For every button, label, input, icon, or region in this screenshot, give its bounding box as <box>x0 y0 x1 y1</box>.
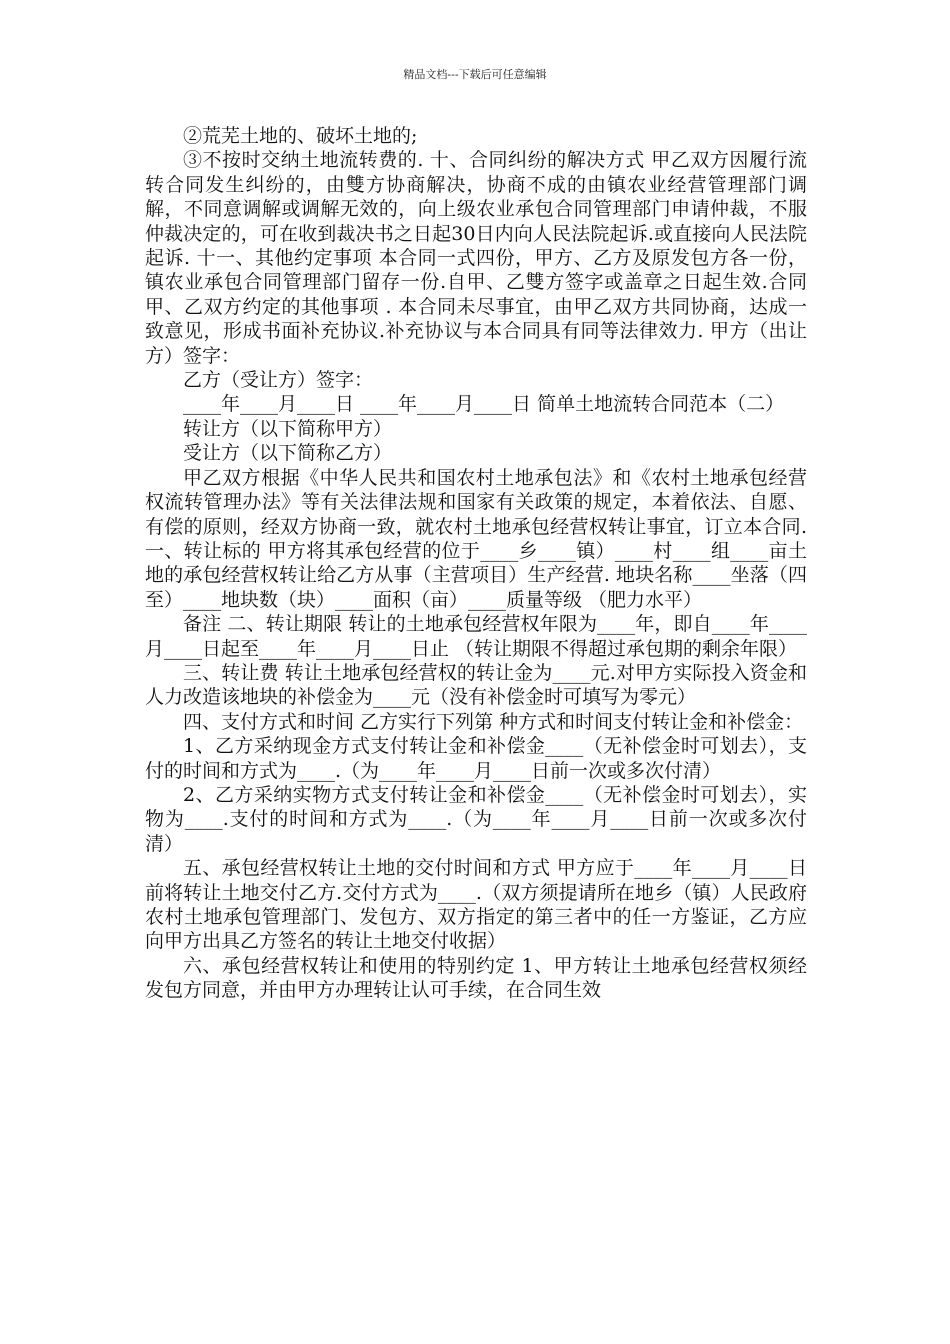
paragraph: 五、承包经营权转让土地的交付时间和方式 甲方应于____年____月____日前将转让土地交付乙方.交付方式为____.（双方须提请所在地乡（镇）人民政府农村土地承包管理部门、发包方、双方指定的第三者中的任一方鉴证，乙方应向甲方出具乙方签名的转让土地交付收据） <box>145 857 807 953</box>
paragraph: 六、承包经营权转让和使用的特别约定 1、甲方转让土地承包经营权须经发包方同意，并由甲方办理转让认可手续，在合同生效 <box>145 954 807 1002</box>
paragraph: 四、支付方式和时间 乙方实行下列第 种方式和时间支付转让金和补偿金： <box>183 710 804 733</box>
paragraph: 三、转让费 转让土地承包经营权的转让金为____元.对甲方实际投入资金和人力改造该地块的补偿金为____元（没有补偿金时可填写为零元） <box>145 661 807 709</box>
paragraph: ②荒芜土地的、破坏土地的; <box>183 125 418 147</box>
paragraph: ③不按时交纳土地流转费的. 十、合同纠纷的解决方式 甲乙双方因履行流转合同发生纠纷的，由雙方协商解决，协商不成的由镇农业经营管理部门调解，不同意调解或调解无效的，向上级农业承包合同管理部门申请仲裁，不服仲裁决定的，可在收到裁决书之日起30日内向人民法院起诉.或直接向人民法院起诉. 十一、其他约定事项 本合同一式四份，甲方、乙方及原发包方各一份，镇农业承包合同管理部门留存一份.自甲、乙雙方签字或盖章之日起生效.合同甲、乙双方约定的其他事项 . 本合同未尽事宜，由甲乙双方共同协商，达成一致意见，形成书面补充协议.补充协议与本合同具有同等法律效力. 甲方（出让方）签字： <box>145 149 807 367</box>
paragraph: 2、乙方采纳实物方式支付转让金和补偿金____（无补偿金时可划去），实物为____.支付的时间和方式为____.（为____年____月____日前一次或多次付清） <box>145 783 807 855</box>
paragraph: 甲乙双方根据《中华人民共和国农村土地承包法》和《农村土地承包经营权流转管理办法》等有关法律法规和国家有关政策的规定，本着依法、自愿、有偿的原则，经双方协商一致，就农村土地承包经营权转让事宜，订立本合同. 一、转让标的 甲方将其承包经营的位于____乡____镇）____村____组____亩土地的承包经营权转让给乙方从事（主营项目）生产经营. 地块名称____坐落（四至）____地块数（块）____面积（亩）____质量等级 （肥力水平） <box>145 466 807 611</box>
page-header: 精品文档---下载后可任意编辑 <box>403 68 547 81</box>
paragraph: 乙方（受让方）签字： <box>183 369 374 392</box>
paragraph: ____年____月____日 ____年____月____日 简单土地流转合同范本（二） <box>183 393 785 416</box>
paragraph: 1、乙方采纳现金方式支付转让金和补偿金____（无补偿金时可划去），支付的时间和方式为____.（为____年____月____日前一次或多次付清） <box>145 735 807 782</box>
paragraph: 备注 二、转让期限 转让的土地承包经营权年限为____年，即自____年____月____日起至____年____月____日止 （转让期限不得超过承包期的剩余年限） <box>145 613 807 660</box>
document-body <box>145 124 807 1003</box>
paragraph: 受让方（以下简称乙方） <box>183 442 393 465</box>
paragraph: 转让方（以下简称甲方） <box>183 417 393 440</box>
